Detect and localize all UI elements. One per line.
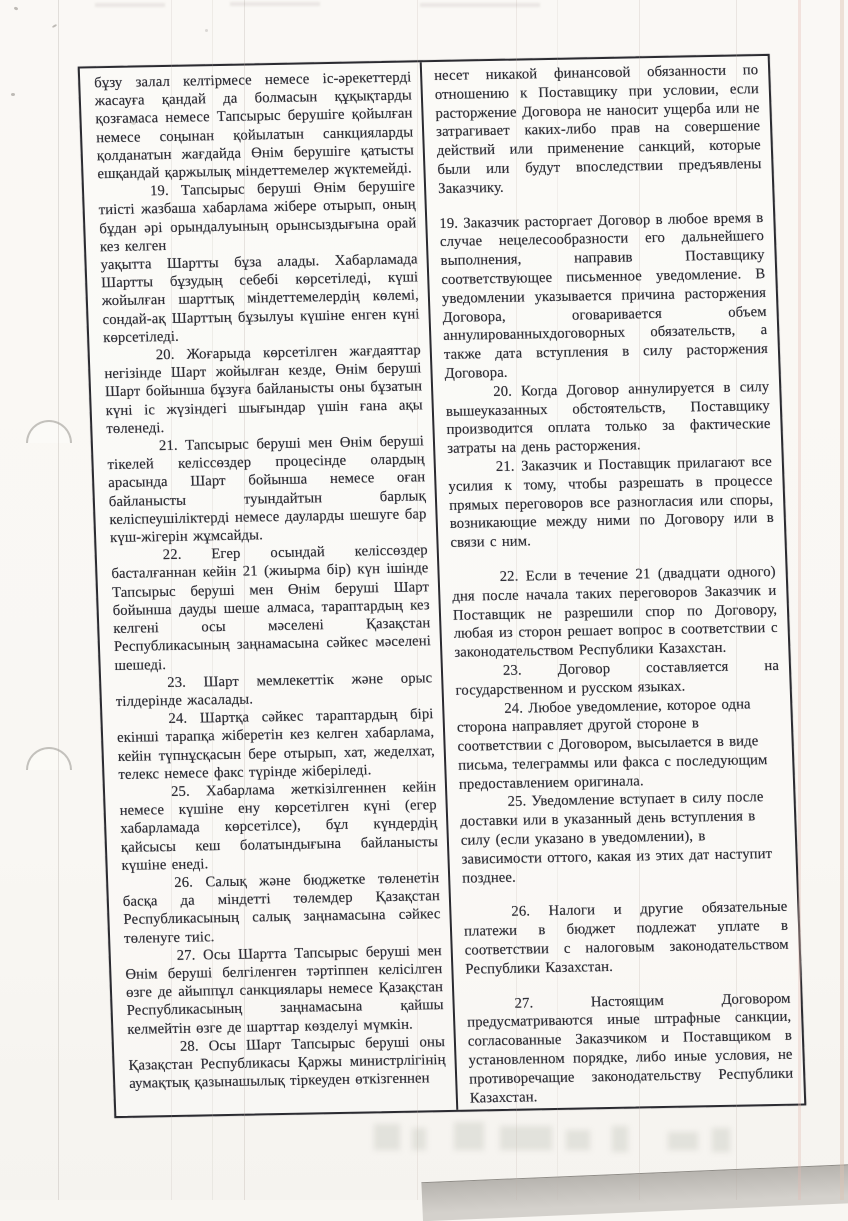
paragraph-kk-20: 20. Жоғарыда көрсетілген жағдаяттар негізінде Шарт жойылған кезде, Өнім беруші Шарт бойынша бұзуға байланысты оны бұзатын күні іс жүзіндегі шығындар үшін ғана ақы төленеді.	[104, 342, 423, 437]
paragraph-kk-23: 23. Шарт мемлекеттік және орыс тілдерінде жасалады.	[115, 669, 433, 710]
column-russian	[422, 56, 805, 1110]
scan-smudge	[230, 2, 320, 6]
paragraph-ru-21: 21. Заказчик и Поставщик прилагают все усилия к тому, чтобы разрешать в процессе прямых переговоров все разногласия или споры, возникающие между ними по Договору или в связи с ним.	[448, 453, 775, 551]
punch-hole	[26, 747, 72, 770]
dust-speck	[205, 29, 208, 32]
paragraph-ru-22: 22. Если в течение 21 (двадцати одного) дня после начала таких переговоров Заказчик и Поставщик не разрешили спор по Договору, любая из сторон решает вопрос в соответствии с законодательством Республики Казахстан.	[452, 563, 778, 661]
next-page-edge-shadow	[421, 1164, 848, 1221]
bleed-through-marks	[368, 1120, 740, 1162]
dust-speck	[131, 121, 136, 125]
column-kazakh	[80, 62, 459, 1116]
dust-speck	[14, 6, 19, 10]
paragraph-kk-22: 22. Егер осындай келіссөздер басталғаннан кейін 21 (жиырма бір) күн ішінде Тапсырыс беруші мен Өнім беруші Шарт бойынша дауды шеше алмаса, тараптардың кез келгені осы мәселені Қазақстан Республикасының заңнамасына сәйкес мәселені шешеді.	[111, 542, 432, 674]
scan-smudge	[420, 3, 540, 7]
scan-smudge	[95, 3, 165, 7]
paragraph-kk-24: 24. Шартқа сәйкес тараптардың бірі екінші тарапқа жіберетін кез келген хабарлама, кейін түпнұсқасын бере отырып, хат, жеделхат, телекс немесе факс түрінде жіберіледі.	[116, 706, 436, 783]
paragraph-ru-18-continuation: несет никакой финансовой обязанности по отношению к Поставщику при условии, если расторжение Договора не наносит ущерба или не затрагивает каких-либо прав на совершение действий или применение санкций, которые были или будут впоследствии предъявлены Заказчику.	[433, 62, 762, 197]
paragraph-kk-21: 21. Тапсырыс беруші мен Өнім беруші тікелей келіссөздер процесінде олардың арасында Шарт бойынша немесе оған байланысты туындайтын барлық келіспеушіліктерді немесе дауларды шешуге бар күш-жігерін жұмсайды.	[107, 433, 427, 547]
paragraph-kk-28: 28. Осы Шарт Тапсырыс беруші оны Қазақстан Республикасы Қаржы министрлігінің аумақтық қазынашылық тіркеуден өткізгеннен	[128, 1033, 446, 1092]
paragraph-ru-19: 19. Заказчик расторгает Договор в любое время в случае нецелесообразности его дальнейшего выполнения, направив Поставщику соответствующее письменное уведомление. В уведомлении указывается причина расторжения Договора, оговаривается объем аннулированныхдоговорных обязательств, а также дата вступления в силу расторжения Договора.	[439, 209, 769, 382]
paragraph-ru-26: 26. Налоги и другие обязательные платежи в бюджет подлежат уплате в соответствии с налоговым законодательством Республики Казахстан.	[463, 899, 789, 978]
paragraph-ru-27: 27. Настоящим Договором предусматриваются иные штрафные санкции, согласованные Заказчиком и Поставщиком в установленном порядке, либо иные условия, не противоречащие законодательству Республики Казахстан.	[466, 990, 794, 1107]
scan-crease-line	[58, 0, 59, 1200]
paragraph-ru-20: 20. Когда Договор аннулируется в силу вышеуказанных обстоятельств, Поставщику производится оплата только за фактические затраты на день расторжения.	[445, 378, 771, 458]
punch-hole	[26, 420, 72, 443]
contract-table	[78, 54, 807, 1118]
paragraph-ru-25: 25. Уведомление вступает в силу после доставки или в указанный день вступления в силу (если указано в уведомлении), в зависимости оттого, какая из этих дат наступит позднее.	[459, 789, 773, 887]
paragraph-kk-25: 25. Хабарлама жеткізілгеннен кейін немесе күшіне ену көрсетілген күні (егер хабарламада көрсетілсе), бұл күндердің қайсысы кеш болатындығына байланысты күшіне енеді.	[119, 779, 439, 874]
paragraph-kk-18-continuation: бұзу залал келтірмесе немесе іс-әрекеттерді жасауға қандай да болмасын құқықтарды қозғамаса немесе Тапсырыс берушіге қойылған немесе соңынан қойылатын санкцияларды қолданатын жағдайда Өнім берушіге қатысты ешқандай қаржылық міндеттемелер жүктемейді.	[94, 69, 415, 183]
paragraph-kk-27: 27. Осы Шартта Тапсырыс беруші мен Өнім беруші белгіленген тәртіппен келісілген өзге де айыппұл санкциялары немесе Қазақстан Республикасының заңнамасына қайшы келмейтін өзге де шарттар көзделуі мүмкін.	[125, 942, 444, 1038]
paragraph-kk-26: 26. Салық және бюджетке төленетін басқа да міндетті төлемдер Қазақстан Республикасының салық заңнамасына сәйкес төленуге тиіс.	[122, 870, 441, 947]
dust-speck	[52, 24, 57, 28]
paragraph-ru-23: 23. Договор составляется на государственном и русском языках.	[455, 657, 780, 699]
paragraph-kk-19: 19. Тапсырыс беруші Өнім берушіге тиісті жазбаша хабарлама жібере отырып, оның бұдан әрі орындалуының орынсыздығына орай кез келген	[98, 178, 417, 256]
dust-speck	[11, 93, 15, 96]
paragraph-ru-24: 24. Любое уведомление, которое одна сторона направляет другой стороне в соответствии с Договором, высылается в виде письма, телеграммы или факса с последующим предоставлением оригинала.	[456, 695, 768, 793]
scan-crease-line	[840, 0, 844, 1200]
paragraph-kk-19-continuation: уақытта Шартты бұза алады. Хабарламада Шартты бұзудың себебі көрсетіледі, күші жойылған шарттық міндеттемелердің көлемі, сондай-ақ Шарттың бұзылуы күшіне енген күні көрсетіледі.	[100, 251, 420, 347]
